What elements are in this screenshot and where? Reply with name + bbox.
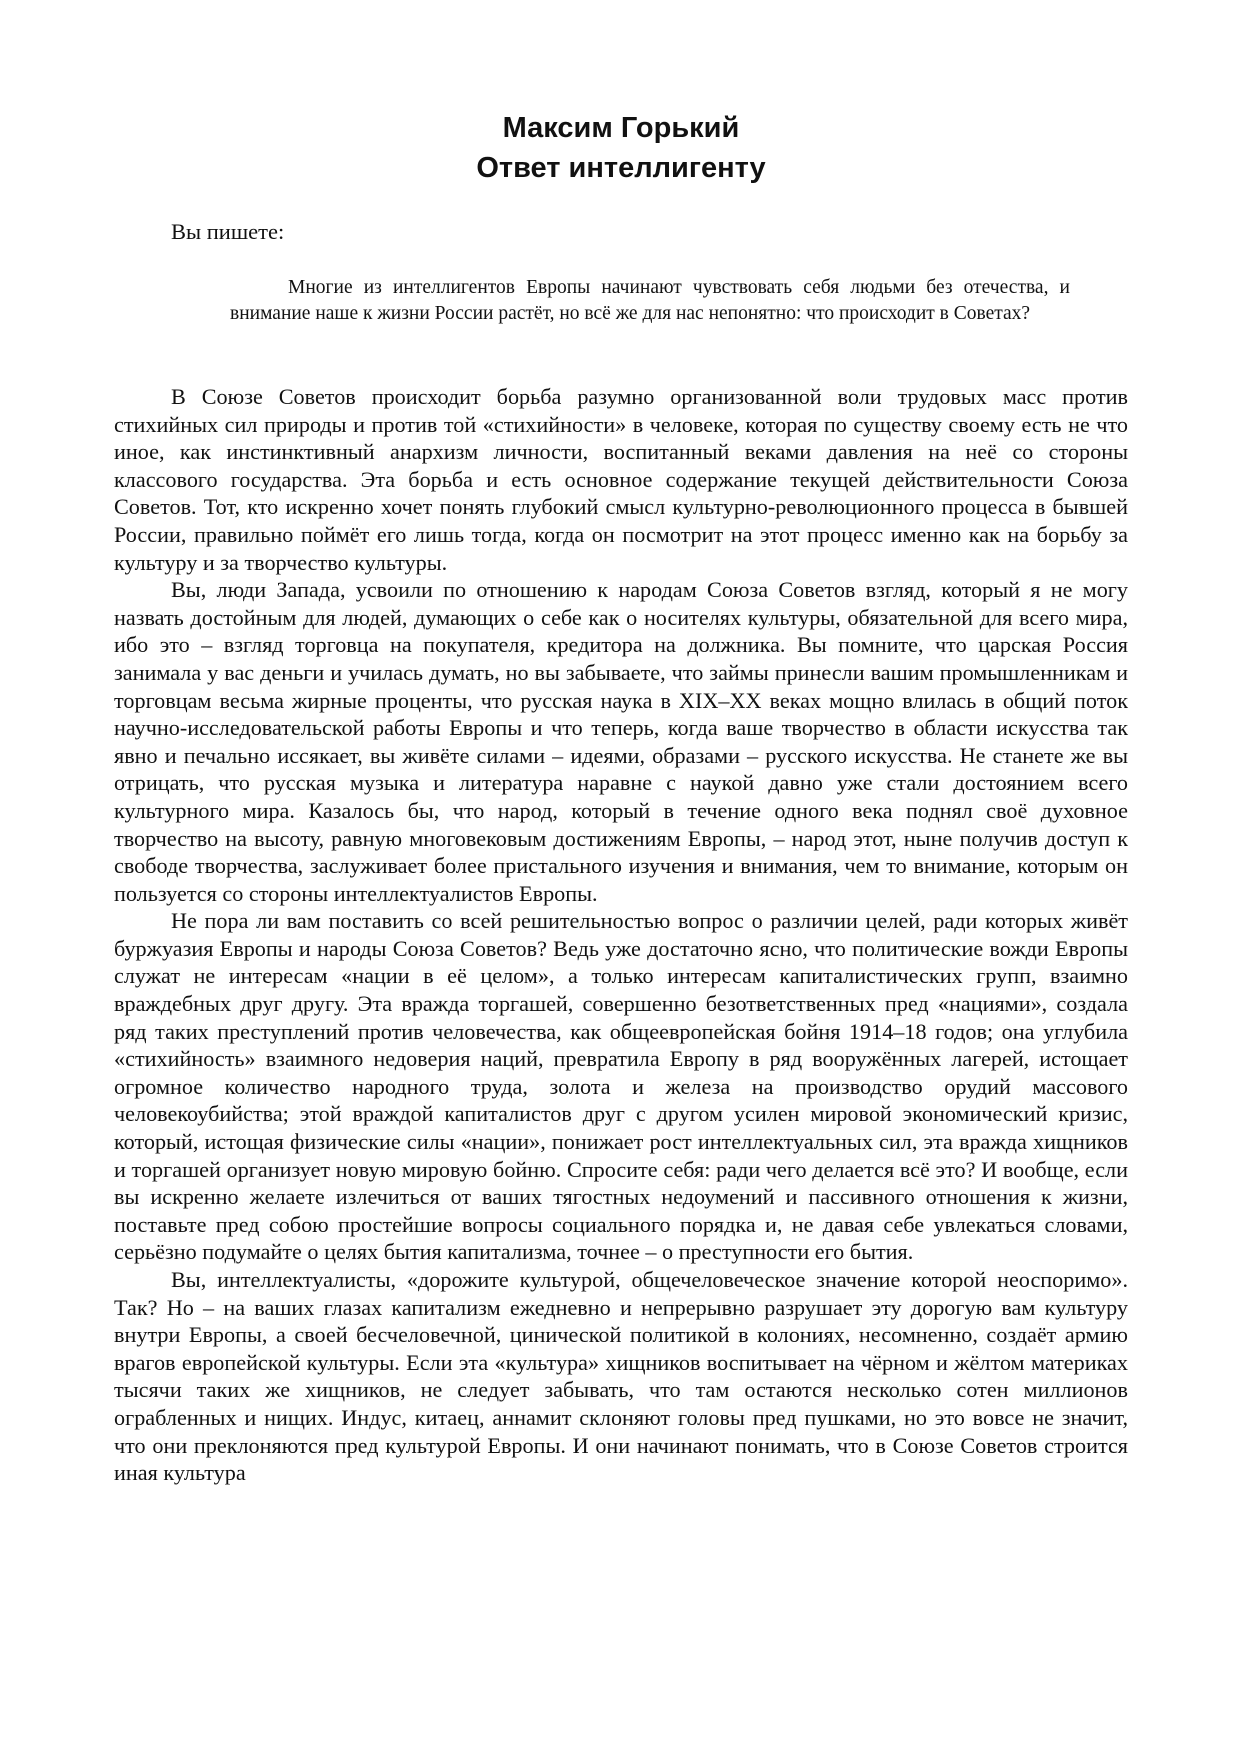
author-name: Максим Горький [502,112,740,144]
body-text [114,383,1128,1487]
paragraph-3: Не пора ли вам поставить со всей решительностью вопрос о различии целей, ради которых живёт буржуазия Европы и народы Союза Советов? Ведь уже достаточно ясно, что политические вожди Европы служат не интересам «нации в её целом», а только интересам капиталистических групп, взаимно враждебных друг другу. Эта вражда торгашей, совершенно безответственных пред «нациями», создала ряд таких преступлений против человечества, как общеевропейская бойня 1914–18 годов; она углубила «стихийность» взаимного недоверия наций, превратила Европу в ряд вооружённых лагерей, истощает огромное количество народного труда, золота и железа на производство орудий массового человекоубийства; этой враждой капиталистов друг с другом усилен мировой экономический кризис, который, истощая физические силы «нации», понижает рост интеллектуальных сил, эта вражда хищников и торгашей организует новую мировую бойню. Спросите себя: ради чего делается всё это? И вообще, если вы искренно желаете излечиться от ваших тягостных недоумений и пассивного отношения к жизни, поставьте пред собою простейшие вопросы социального порядка и, не давая себе увлекаться словами, серьёзно подумайте о целях бытия капитализма, точнее – о преступности его бытия. [114,908,1128,1265]
document-title: Ответ интеллигенту [476,152,766,184]
document-header [0,108,1242,188]
paragraph-1: В Союзе Советов происходит борьба разумно организованной воли трудовых масс против стихийных сил природы и против той «стихийности» в человеке, которая по существу своему есть не что иное, как инстинктивный анархизм личности, воспитанный веками давления на неё со стороны классового государства. Эта борьба и есть основное содержание текущей действительности Союза Советов. Тот, кто искренно хочет понять глубокий смысл культурно-революционного процесса в бывшей России, правильно поймёт его лишь тогда, когда он посмотрит на этот процесс именно как на борьбу за культуру и за творчество культуры. [114,384,1128,575]
paragraph-2: Вы, люди Запада, усвоили по отношению к народам Союза Советов взгляд, который я не могу назвать достойным для людей, думающих о себе как о носителях культуры, обязательной для всего мира, ибо это – взгляд торговца на покупателя, кредитора на должника. Вы помните, что царская Россия занимала у вас деньги и училась думать, но вы забываете, что займы принесли вашим промышленникам и торговцам весьма жирные проценты, что русская наука в XIX–XX веках мощно влилась в общий поток научно-исследовательской работы Европы и что теперь, когда ваше творчество в области искусства так явно и печально иссякает, вы живёте силами – идеями, образами – русского искусства. Не станете же вы отрицать, что русская музыка и литература наравне с наукой давно уже стали достоянием всего культурного мира. Казалось бы, что народ, который в течение одного века поднял своё духовное творчество на высоту, равную многовековым достижениям Европы, – народ этот, ныне получив доступ к свободе творчества, заслуживает более пристального изучения и внимания, чем то внимание, которым он пользуется со стороны интеллектуалистов Европы. [114,577,1128,906]
epigraph-quote: Многие из интеллигентов Европы начинают чувствовать себя людьми без отечества, и внимание наше к жизни России растёт, но всё же для нас непонятно: что происходит в Советах? [230,277,1070,324]
intro-line: Вы пишете: [171,219,285,244]
paragraph-4: Вы, интеллектуалисты, «дорожите культурой, общечеловеческое значение которой неоспоримо». Так? Но – на ваших глазах капитализм ежедневно и непрерывно разрушает эту дорогую вам культуру внутри Европы, а своей бесчеловечной, цинической политикой в колониях, несомненно, создаёт армию врагов европейской культуры. Если эта «культура» хищников воспитывает на чёрном и жёлтом материках тысячи таких же хищников, не следует забывать, что там остаются несколько сотен миллионов ограбленных и нищих. Индус, китаец, аннамит склоняют головы пред пушками, но это вовсе не значит, что они преклоняются пред культурой Европы. И они начинают понимать, что в Союзе Советов строится иная культура [114,1267,1128,1486]
